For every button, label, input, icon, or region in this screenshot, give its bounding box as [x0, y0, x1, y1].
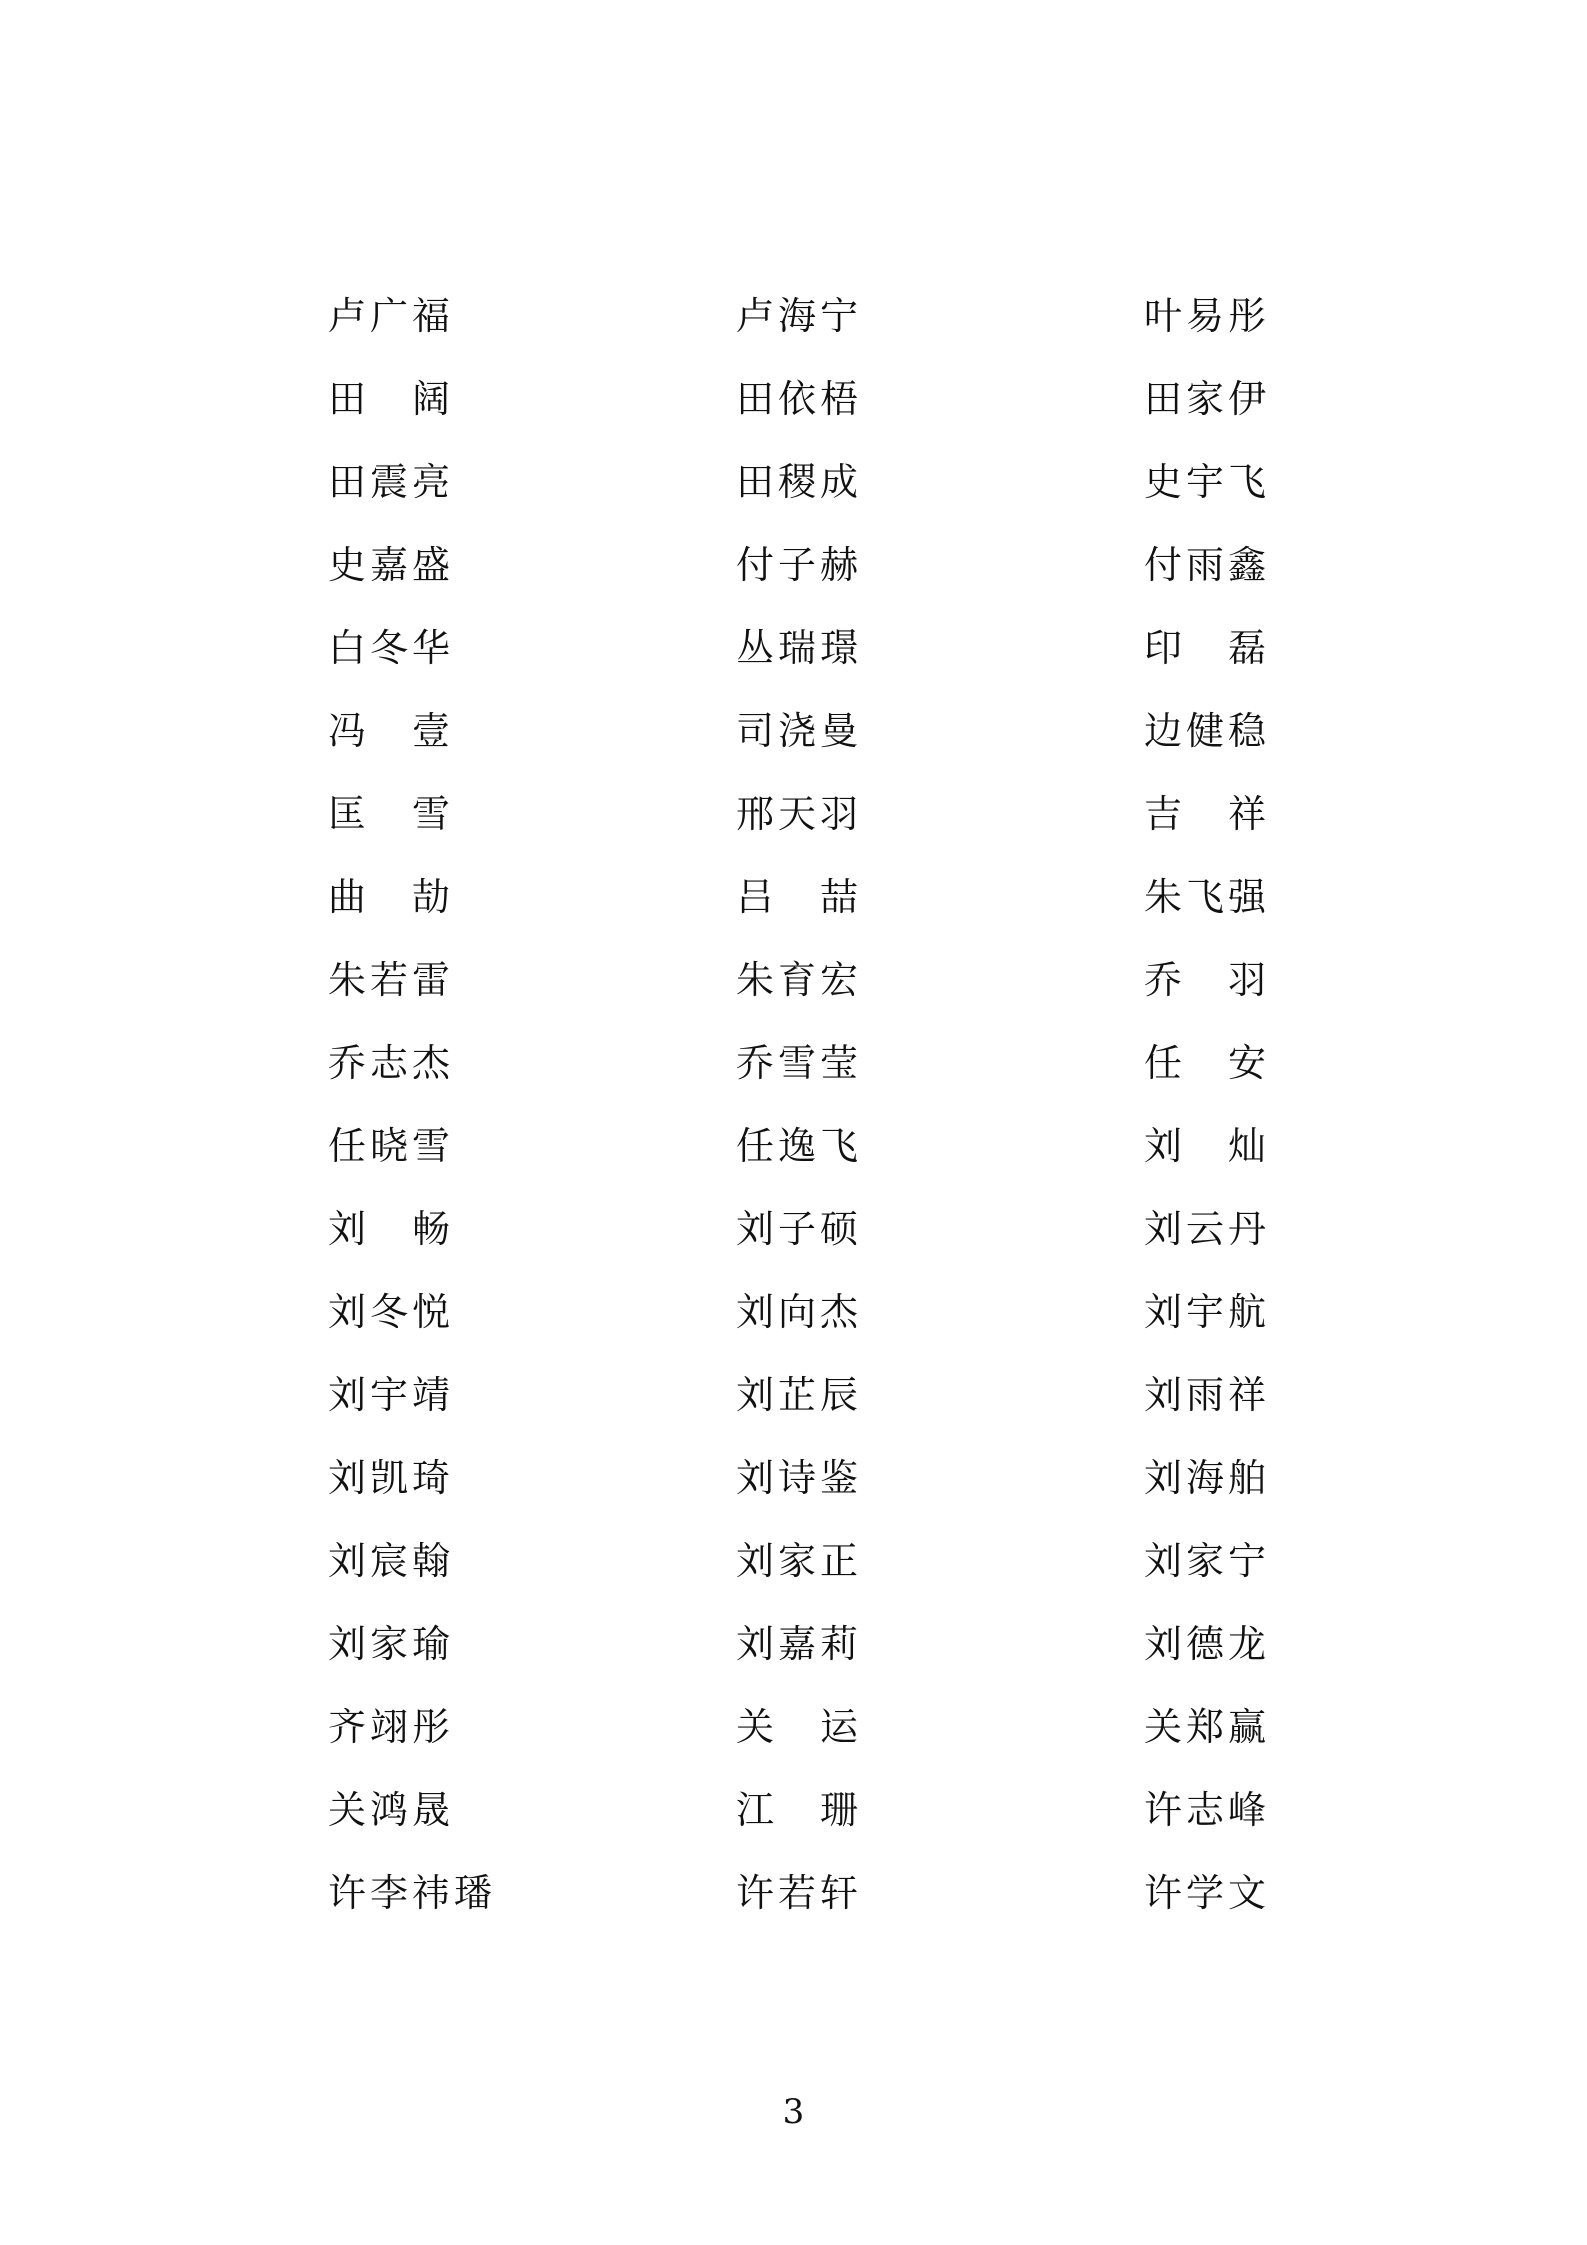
- name-cell: 朱育宏: [736, 958, 863, 1002]
- name-cell: 乔 羽: [1144, 958, 1271, 1002]
- name-cell: 刘宇靖: [328, 1373, 455, 1417]
- name-cell: 吉 祥: [1144, 792, 1271, 836]
- name-cell: 任 安: [1144, 1041, 1271, 1085]
- name-cell: 田家伊: [1144, 377, 1271, 421]
- name-row: [328, 1105, 1288, 1188]
- name-cell: 刘家宁: [1144, 1539, 1271, 1583]
- name-row: [328, 275, 1288, 358]
- name-cell: 史嘉盛: [328, 543, 455, 587]
- name-row: [328, 1354, 1288, 1437]
- name-cell: 江 珊: [736, 1788, 863, 1832]
- name-cell: 刘诗鉴: [736, 1456, 863, 1500]
- name-cell: 印 磊: [1144, 626, 1271, 670]
- name-cell: 卢广福: [328, 294, 455, 338]
- name-cell: 刘 畅: [328, 1207, 455, 1251]
- name-cell: 田震亮: [328, 460, 455, 504]
- name-cell: 史宇飞: [1144, 460, 1271, 504]
- name-cell: 刘冬悦: [328, 1290, 455, 1334]
- name-row: [328, 1769, 1288, 1852]
- name-cell: 匡 雪: [328, 792, 455, 836]
- name-cell: 刘海舶: [1144, 1456, 1271, 1500]
- name-cell: 卢海宁: [736, 294, 863, 338]
- name-cell: 任逸飞: [736, 1124, 863, 1168]
- name-row: [328, 1686, 1288, 1769]
- name-cell: 刘家瑜: [328, 1622, 455, 1666]
- name-row: [328, 524, 1288, 607]
- name-cell: 田依梧: [736, 377, 863, 421]
- name-row: [328, 1271, 1288, 1354]
- name-row: [328, 607, 1288, 690]
- name-cell: 刘宸翰: [328, 1539, 455, 1583]
- name-cell: 曲 劼: [328, 875, 455, 919]
- name-row: [328, 441, 1288, 524]
- name-row: [328, 939, 1288, 1022]
- name-cell: 边健稳: [1144, 709, 1271, 753]
- name-row: [328, 773, 1288, 856]
- name-row: [328, 856, 1288, 939]
- name-cell: 付子赫: [736, 543, 863, 587]
- name-row: [328, 1188, 1288, 1271]
- name-row: [328, 1022, 1288, 1105]
- name-cell: 刘宇航: [1144, 1290, 1271, 1334]
- name-cell: 刘家正: [736, 1539, 863, 1583]
- name-cell: 朱飞强: [1144, 875, 1271, 919]
- name-list: [328, 275, 1288, 1935]
- name-cell: 许学文: [1144, 1871, 1271, 1915]
- name-cell: 邢天羽: [736, 792, 863, 836]
- name-cell: 刘嘉莉: [736, 1622, 863, 1666]
- name-cell: 许志峰: [1144, 1788, 1271, 1832]
- name-row: [328, 1603, 1288, 1686]
- name-cell: 田 阔: [328, 377, 455, 421]
- name-cell: 刘 灿: [1144, 1124, 1271, 1168]
- name-cell: 乔志杰: [328, 1041, 455, 1085]
- name-row: [328, 1852, 1288, 1935]
- page-number: 3: [782, 2092, 805, 2132]
- name-cell: 关鸿晟: [328, 1788, 455, 1832]
- name-cell: 冯 壹: [328, 709, 455, 753]
- name-cell: 刘德龙: [1144, 1622, 1271, 1666]
- name-cell: 许李祎璠: [328, 1871, 497, 1915]
- name-cell: 任晓雪: [328, 1124, 455, 1168]
- name-cell: 叶易彤: [1144, 294, 1271, 338]
- name-cell: 许若轩: [736, 1871, 863, 1915]
- name-cell: 吕 喆: [736, 875, 863, 919]
- name-cell: 白冬华: [328, 626, 455, 670]
- name-cell: 刘雨祥: [1144, 1373, 1271, 1417]
- name-cell: 付雨鑫: [1144, 543, 1271, 587]
- name-cell: 关郑赢: [1144, 1705, 1271, 1749]
- name-cell: 刘向杰: [736, 1290, 863, 1334]
- name-cell: 刘芷辰: [736, 1373, 863, 1417]
- name-row: [328, 1437, 1288, 1520]
- name-row: [328, 1520, 1288, 1603]
- name-row: [328, 690, 1288, 773]
- name-cell: 田稷成: [736, 460, 863, 504]
- name-cell: 乔雪莹: [736, 1041, 863, 1085]
- name-cell: 齐翊彤: [328, 1705, 455, 1749]
- name-cell: 司浇曼: [736, 709, 863, 753]
- name-cell: 丛瑞璟: [736, 626, 863, 670]
- name-cell: 关 运: [736, 1705, 863, 1749]
- name-cell: 朱若雷: [328, 958, 455, 1002]
- name-cell: 刘子硕: [736, 1207, 863, 1251]
- name-row: [328, 358, 1288, 441]
- name-cell: 刘云丹: [1144, 1207, 1271, 1251]
- name-cell: 刘凯琦: [328, 1456, 455, 1500]
